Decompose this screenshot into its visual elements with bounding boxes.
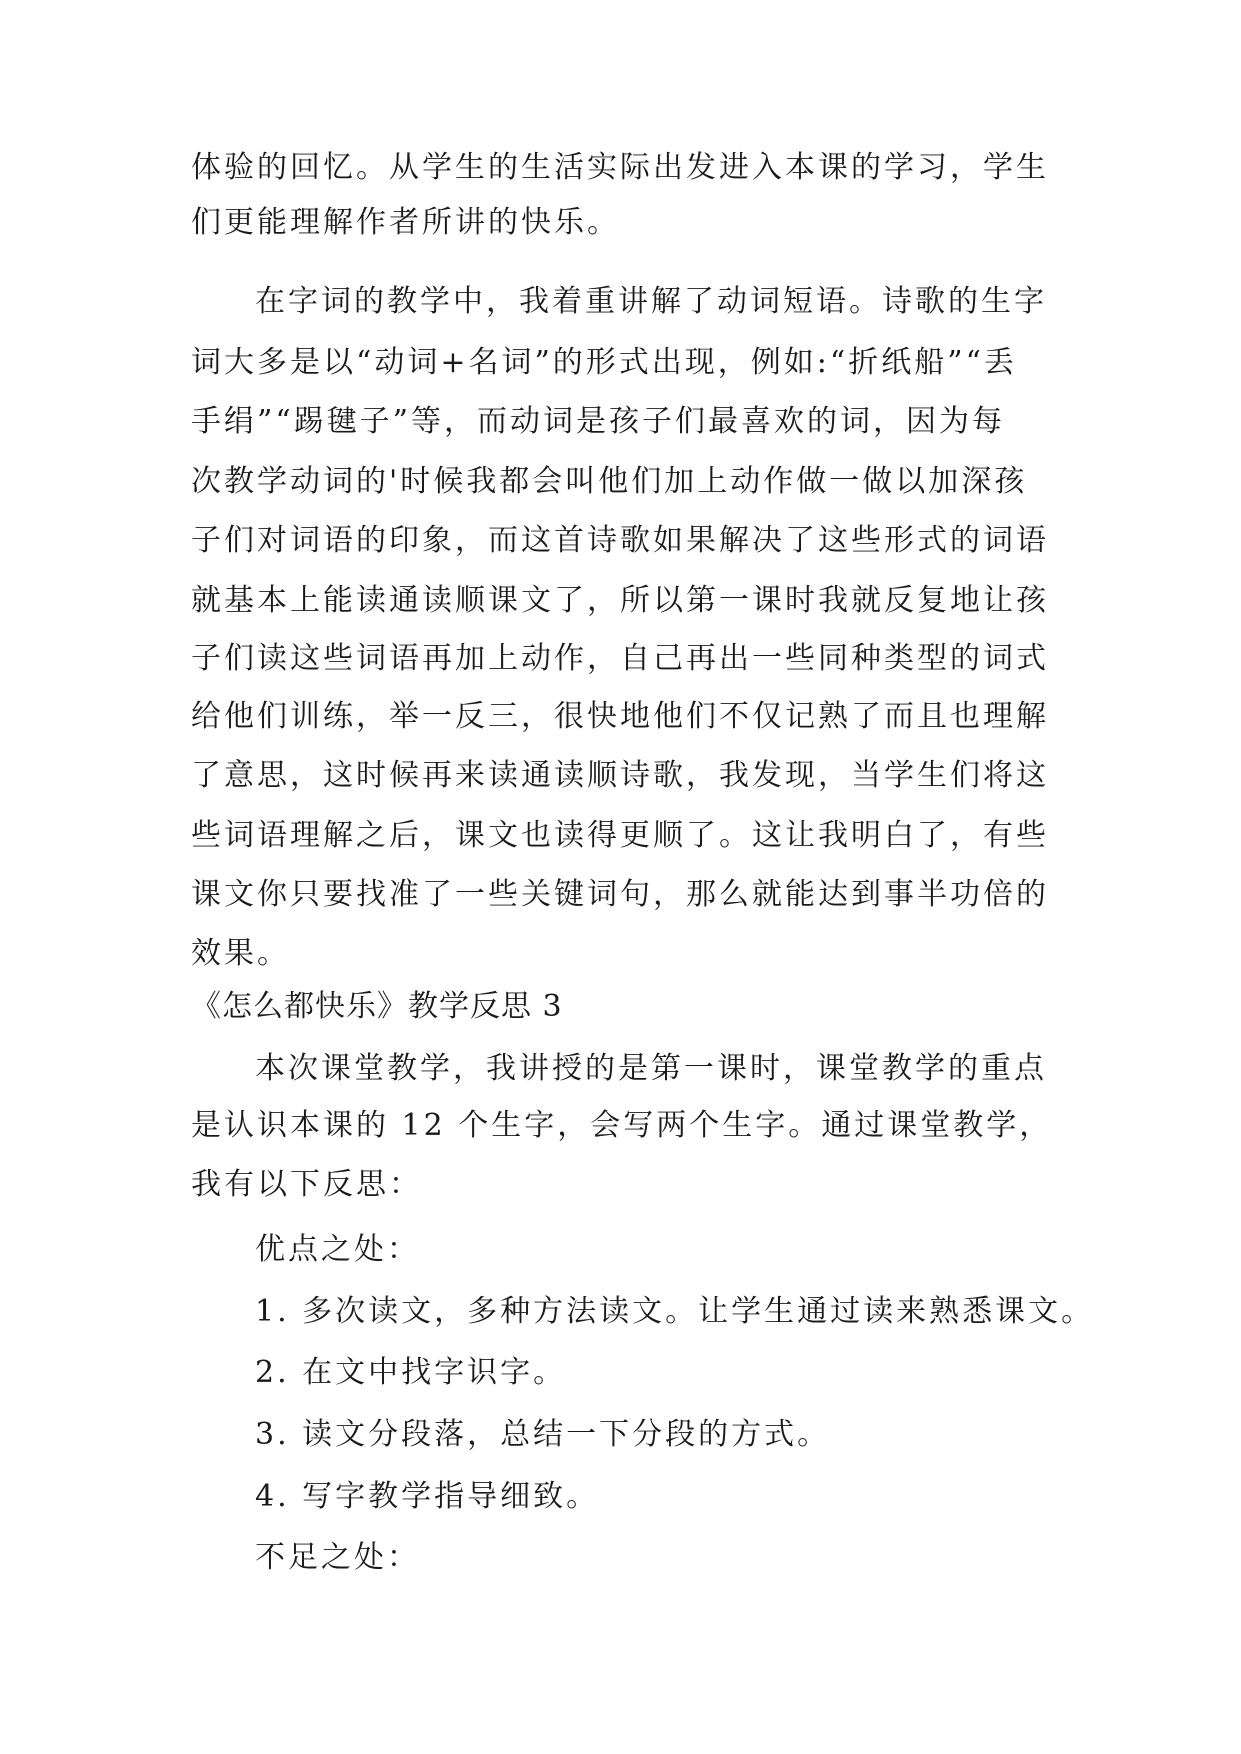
paragraph-line: 我有以下反思： <box>191 1167 422 1202</box>
paragraph-line: 课文你只要找准了一些关键词句，那么就能达到事半功倍的 <box>191 877 1049 912</box>
paragraph-line: 手绢”“踢毽子”等，而动词是孩子们最喜欢的词，因为每 <box>191 404 1006 439</box>
paragraph-line: 在字词的教学中，我着重讲解了动词短语。诗歌的生字 <box>255 284 1047 319</box>
list-item: 4. 写字教学指导细致。 <box>255 1479 600 1514</box>
section-heading: 《怎么都快乐》教学反思 3 <box>191 989 563 1024</box>
weaknesses-label: 不足之处： <box>255 1540 420 1575</box>
paragraph-line: 子们对词语的印象，而这首诗歌如果解决了这些形式的词语 <box>191 523 1049 558</box>
paragraph-line: 词大多是以“动词+名词”的形式出现，例如:“折纸船”“丢 <box>191 345 1017 380</box>
paragraph-line: 子们读这些词语再加上动作，自己再出一些同种类型的词式 <box>191 641 1049 676</box>
paragraph-line: 些词语理解之后，课文也读得更顺了。这让我明白了，有些 <box>191 818 1049 853</box>
paragraph-line: 是认识本课的 12 个生字，会写两个生字。通过课堂教学， <box>191 1108 1053 1143</box>
list-item: 3. 读文分段落，总结一下分段的方式。 <box>255 1417 831 1452</box>
paragraph-line: 就基本上能读通读顺课文了，所以第一课时我就反复地让孩 <box>191 583 1049 618</box>
paragraph-line: 效果。 <box>191 936 290 971</box>
paragraph-line: 体验的回忆。从学生的生活实际出发进入本课的学习，学生 <box>191 150 1049 185</box>
strengths-label: 优点之处： <box>255 1232 420 1267</box>
list-item: 2. 在文中找字识字。 <box>255 1355 567 1390</box>
paragraph-line: 本次课堂教学，我讲授的是第一课时，课堂教学的重点 <box>255 1051 1047 1086</box>
paragraph-line: 给他们训练，举一反三，很快地他们不仅记熟了而且也理解 <box>191 699 1049 734</box>
list-item: 1. 多次读文，多种方法读文。让学生通过读来熟悉课文。 <box>255 1294 1095 1329</box>
paragraph-line: 了意思，这时候再来读通读顺诗歌，我发现，当学生们将这 <box>191 758 1049 793</box>
paragraph-line: 次教学动词的'时候我都会叫他们加上动作做一做以加深孩 <box>191 464 1028 499</box>
paragraph-line: 们更能理解作者所讲的快乐。 <box>191 205 620 240</box>
